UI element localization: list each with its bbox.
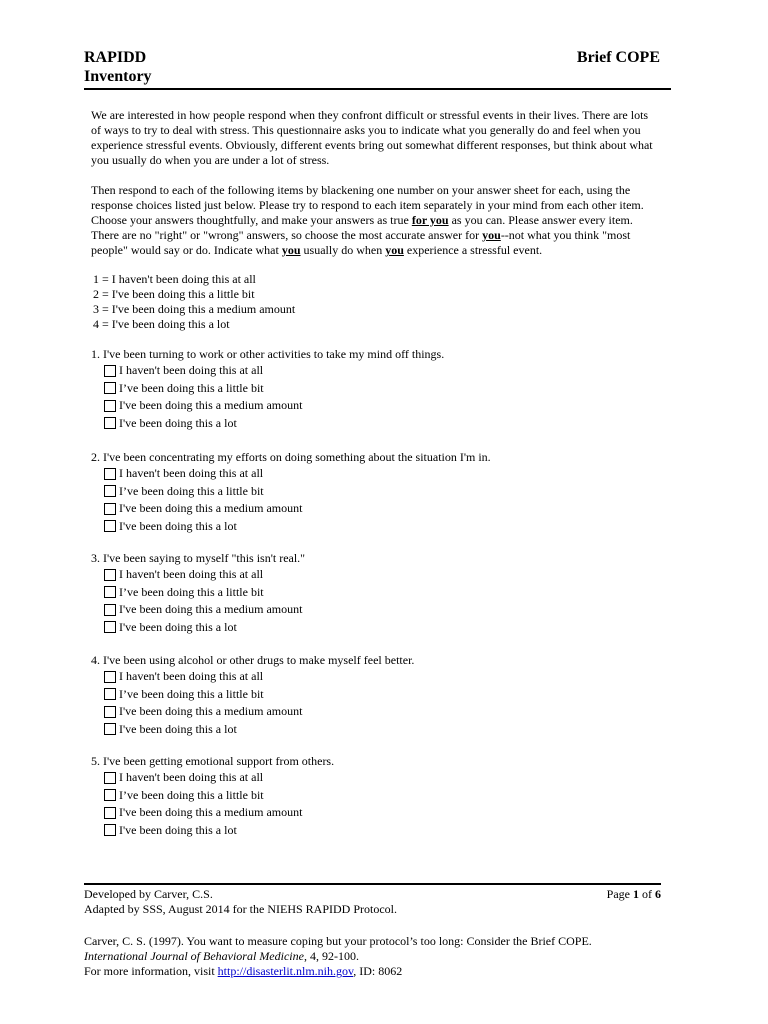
option-row[interactable] [104, 566, 305, 584]
checkbox[interactable] [104, 400, 116, 412]
option-row[interactable] [104, 601, 305, 619]
option-row[interactable] [104, 380, 444, 398]
option-label: I haven't been doing this at all [119, 466, 264, 481]
question-text: 4. I've been using alcohol or other drugs to make myself feel better. [91, 653, 415, 667]
question-options [104, 362, 444, 432]
question-options [104, 566, 305, 636]
checkbox[interactable] [104, 807, 116, 819]
option-label: I’ve been doing this a little bit [119, 787, 264, 802]
checkbox[interactable] [104, 671, 116, 683]
option-row[interactable] [104, 584, 305, 602]
scale-item: 2 = I've been doing this a little bit [93, 287, 255, 301]
header-title-left [84, 48, 152, 86]
option-row[interactable] [104, 769, 334, 787]
page-total: 6 [655, 887, 661, 901]
emphasis-you: you [385, 243, 404, 257]
question-5 [91, 753, 334, 839]
question-3 [91, 550, 305, 636]
option-label: I've been doing this a medium amount [119, 398, 303, 413]
question-options [104, 769, 334, 839]
option-row[interactable] [104, 668, 414, 686]
checkbox[interactable] [104, 586, 116, 598]
checkbox[interactable] [104, 706, 116, 718]
question-1 [91, 346, 444, 432]
scale-item: 1 = I haven't been doing this at all [93, 272, 256, 286]
checkbox[interactable] [104, 824, 116, 836]
intro-paragraph-1: We are interested in how people respond when they confront difficult or stressful events in their lives. There are lots of ways to try to deal with stress. This questionnaire asks you to indicate what you generally do and feel when you experience stressful events. Obviously, different events bring out somewhat different responses, but think about what you usually do when you are under a lot of stress. [91, 108, 653, 167]
checkbox[interactable] [104, 520, 116, 532]
page-current: 1 [633, 887, 639, 901]
option-label: I’ve been doing this a little bit [119, 380, 264, 395]
option-row[interactable] [104, 500, 491, 518]
checkbox[interactable] [104, 485, 116, 497]
option-label: I've been doing this a lot [119, 415, 237, 430]
option-row[interactable] [104, 362, 444, 380]
intro-text: experience a stressful event. [403, 243, 543, 257]
checkbox[interactable] [104, 569, 116, 581]
header-divider [84, 88, 671, 90]
intro-text: --not what you think "most people" would say or do. Indicate what [91, 228, 631, 257]
option-label: I haven't been doing this at all [119, 669, 264, 684]
option-row[interactable] [104, 822, 334, 840]
page-number [607, 887, 661, 902]
option-row[interactable] [104, 415, 444, 433]
citation-line-2 [84, 949, 359, 964]
option-label: I haven't been doing this at all [119, 770, 264, 785]
footer-developed-by: Developed by Carver, C.S. [84, 887, 213, 901]
option-label: I’ve been doing this a little bit [119, 584, 264, 599]
option-label: I've been doing this a lot [119, 619, 237, 634]
question-text: 5. I've been getting emotional support from others. [91, 754, 335, 768]
scale-item: 4 = I've been doing this a lot [93, 317, 230, 331]
intro-text: usually do when [300, 243, 386, 257]
option-label: I’ve been doing this a little bit [119, 483, 264, 498]
disasterlit-link[interactable]: http://disasterlit.nlm.nih.gov [217, 964, 354, 978]
checkbox[interactable] [104, 604, 116, 616]
option-label: I’ve been doing this a little bit [119, 686, 264, 701]
page-prefix: Page [606, 887, 633, 901]
citation-volume: , 4, 92-100. [303, 949, 359, 963]
question-2 [91, 449, 491, 535]
option-label: I've been doing this a medium amount [119, 805, 303, 820]
checkbox[interactable] [104, 503, 116, 515]
question-text: 2. I've been concentrating my efforts on doing something about the situation I'm in. [91, 450, 491, 464]
option-row[interactable] [104, 703, 414, 721]
option-label: I've been doing this a lot [119, 822, 237, 837]
checkbox[interactable] [104, 382, 116, 394]
option-row[interactable] [104, 518, 491, 536]
question-options [104, 668, 414, 738]
option-row[interactable] [104, 619, 305, 637]
emphasis-you: you [482, 228, 501, 242]
footer-divider [84, 883, 661, 885]
option-row[interactable] [104, 465, 491, 483]
checkbox[interactable] [104, 468, 116, 480]
footer-adapted-by: Adapted by SSS, August 2014 for the NIEHS RAPIDD Protocol. [84, 902, 398, 916]
intro-text: Then respond to each of the following items by blackening one number on your answer sheet for each, using the response choices listed just below. Please try to respond to each item separately in your mind from each other item. Choose your answers thoughtfully, and make your answers as true [91, 183, 644, 227]
option-label: I haven't been doing this at all [119, 567, 264, 582]
response-scale [93, 272, 295, 332]
checkbox[interactable] [104, 789, 116, 801]
citation-journal: International Journal of Behavioral Medicine [84, 949, 304, 963]
question-text: 3. I've been saying to myself "this isn't real." [91, 551, 306, 565]
option-row[interactable] [104, 686, 414, 704]
option-label: I've been doing this a lot [119, 721, 237, 736]
scale-item: 3 = I've been doing this a medium amount [93, 302, 296, 316]
option-label: I haven't been doing this at all [119, 363, 264, 378]
header-title-right: Brief COPE [576, 49, 660, 66]
intro-text: as you can. Please answer every item. There are no "right" or "wrong" answers, so choose the most accurate answer for [91, 213, 633, 242]
page-of: of [639, 887, 655, 901]
checkbox[interactable] [104, 621, 116, 633]
checkbox[interactable] [104, 688, 116, 700]
option-label: I've been doing this a medium amount [119, 602, 303, 617]
intro-paragraph-2 [91, 183, 661, 258]
question-text: 1. I've been turning to work or other activities to take my mind off things. [91, 347, 445, 361]
checkbox[interactable] [104, 365, 116, 377]
option-row[interactable] [104, 804, 334, 822]
checkbox[interactable] [104, 723, 116, 735]
option-row[interactable] [104, 397, 444, 415]
option-row[interactable] [104, 721, 414, 739]
question-options [104, 465, 491, 535]
option-row[interactable] [104, 787, 334, 805]
more-info-prefix: For more information, visit [84, 964, 218, 978]
more-info-line [84, 964, 402, 979]
more-info-suffix: , ID: 8062 [353, 964, 403, 978]
header-title-inventory: Inventory [84, 68, 152, 85]
option-label: I've been doing this a lot [119, 518, 237, 533]
checkbox[interactable] [104, 417, 116, 429]
option-row[interactable] [104, 483, 491, 501]
option-label: I've been doing this a medium amount [119, 704, 303, 719]
citation-line-1: Carver, C. S. (1997). You want to measure coping but your protocol’s too long: Consider the Brief COPE. [84, 934, 592, 948]
question-4 [91, 652, 414, 738]
option-label: I've been doing this a medium amount [119, 501, 303, 516]
checkbox[interactable] [104, 772, 116, 784]
emphasis-you: you [281, 243, 301, 257]
header-title-rapidd: RAPIDD [84, 49, 147, 66]
emphasis-for-you: for you [411, 213, 449, 227]
